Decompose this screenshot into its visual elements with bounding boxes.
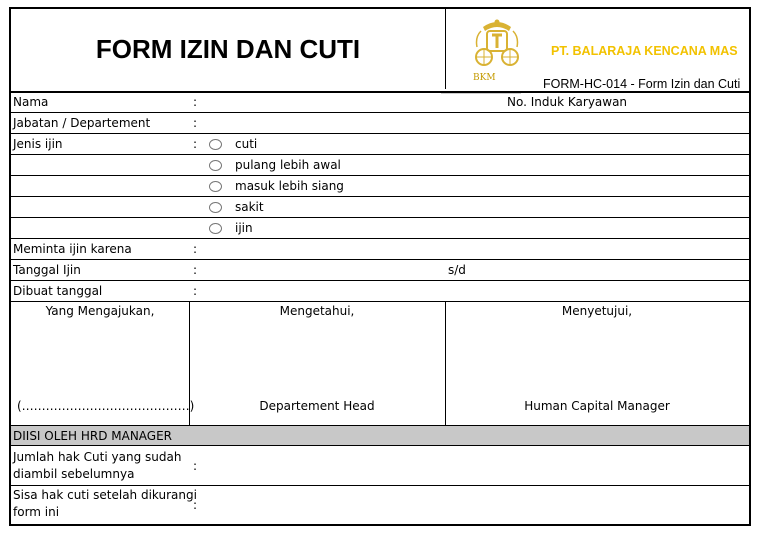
jenis-ijin-colon: : bbox=[193, 137, 198, 151]
hrd-section-title: DIISI OLEH HRD MANAGER bbox=[13, 429, 173, 443]
no-induk-label: No. Induk Karyawan bbox=[507, 95, 628, 109]
row-line bbox=[11, 301, 749, 302]
row-line bbox=[11, 175, 749, 176]
hak-cuti-colon: : bbox=[193, 459, 198, 473]
row-line bbox=[11, 133, 749, 134]
radio-masuk-lebih-siang[interactable] bbox=[209, 181, 222, 192]
sisa-cuti-label-2: form ini bbox=[13, 505, 60, 519]
radio-ijin[interactable] bbox=[209, 223, 222, 234]
company-logo bbox=[473, 17, 521, 81]
row-line bbox=[11, 485, 749, 486]
radio-sakit[interactable] bbox=[209, 202, 222, 213]
jenis-ijin-label: Jenis ijin bbox=[13, 137, 63, 151]
faint-line bbox=[441, 93, 521, 94]
tanggal-colon: : bbox=[193, 263, 198, 277]
hak-cuti-label-1: Jumlah hak Cuti yang sudah bbox=[13, 450, 182, 464]
nama-label: Nama bbox=[13, 95, 49, 109]
logo-text: BKM bbox=[473, 73, 496, 83]
company-name: PT. BALARAJA KENCANA MAS bbox=[551, 44, 738, 58]
row-line bbox=[11, 280, 749, 281]
menyetujui-title: Menyetujui, bbox=[561, 304, 633, 318]
meminta-colon: : bbox=[193, 242, 198, 256]
option-pulang-lebih-awal: pulang lebih awal bbox=[235, 158, 341, 172]
meminta-label: Meminta ijin karena bbox=[13, 242, 132, 256]
hak-cuti-label-2: diambil sebelumnya bbox=[13, 467, 135, 481]
jabatan-label: Jabatan / Departement bbox=[13, 116, 151, 130]
menyetujui-role: Human Capital Manager bbox=[524, 399, 670, 413]
sisa-cuti-label-1: Sisa hak cuti setelah dikurangi bbox=[13, 488, 197, 502]
radio-cuti[interactable] bbox=[209, 139, 222, 150]
row-line bbox=[11, 238, 749, 239]
form-title: FORM IZIN DAN CUTI bbox=[95, 33, 361, 64]
option-sakit: sakit bbox=[235, 200, 264, 214]
form-code: FORM-HC-014 - Form Izin dan Cuti bbox=[543, 77, 741, 91]
carriage-logo-icon bbox=[473, 17, 521, 81]
option-cuti: cuti bbox=[235, 137, 258, 151]
mengetahui-role: Departement Head bbox=[259, 399, 375, 413]
sisa-cuti-colon: : bbox=[193, 498, 198, 512]
row-line bbox=[11, 112, 749, 113]
row-line bbox=[11, 259, 749, 260]
mengetahui-title: Mengetahui, bbox=[279, 304, 355, 318]
pengaju-signature-line: (……………………………………) bbox=[17, 399, 195, 413]
option-ijin: ijin bbox=[235, 221, 253, 235]
form-frame bbox=[9, 7, 751, 526]
header-bottom-line bbox=[11, 91, 749, 93]
dibuat-colon: : bbox=[193, 284, 198, 298]
row-line bbox=[11, 154, 749, 155]
row-line bbox=[11, 217, 749, 218]
dibuat-label: Dibuat tanggal bbox=[13, 284, 103, 298]
tanggal-label: Tanggal Ijin bbox=[13, 263, 81, 277]
nama-colon: : bbox=[193, 95, 198, 109]
option-masuk-lebih-siang: masuk lebih siang bbox=[235, 179, 344, 193]
radio-pulang-lebih-awal[interactable] bbox=[209, 160, 222, 171]
row-line bbox=[11, 196, 749, 197]
jabatan-colon: : bbox=[193, 116, 198, 130]
sd-label: s/d bbox=[448, 263, 466, 277]
header-divider bbox=[445, 9, 446, 89]
pengaju-title: Yang Mengajukan, bbox=[45, 304, 155, 318]
